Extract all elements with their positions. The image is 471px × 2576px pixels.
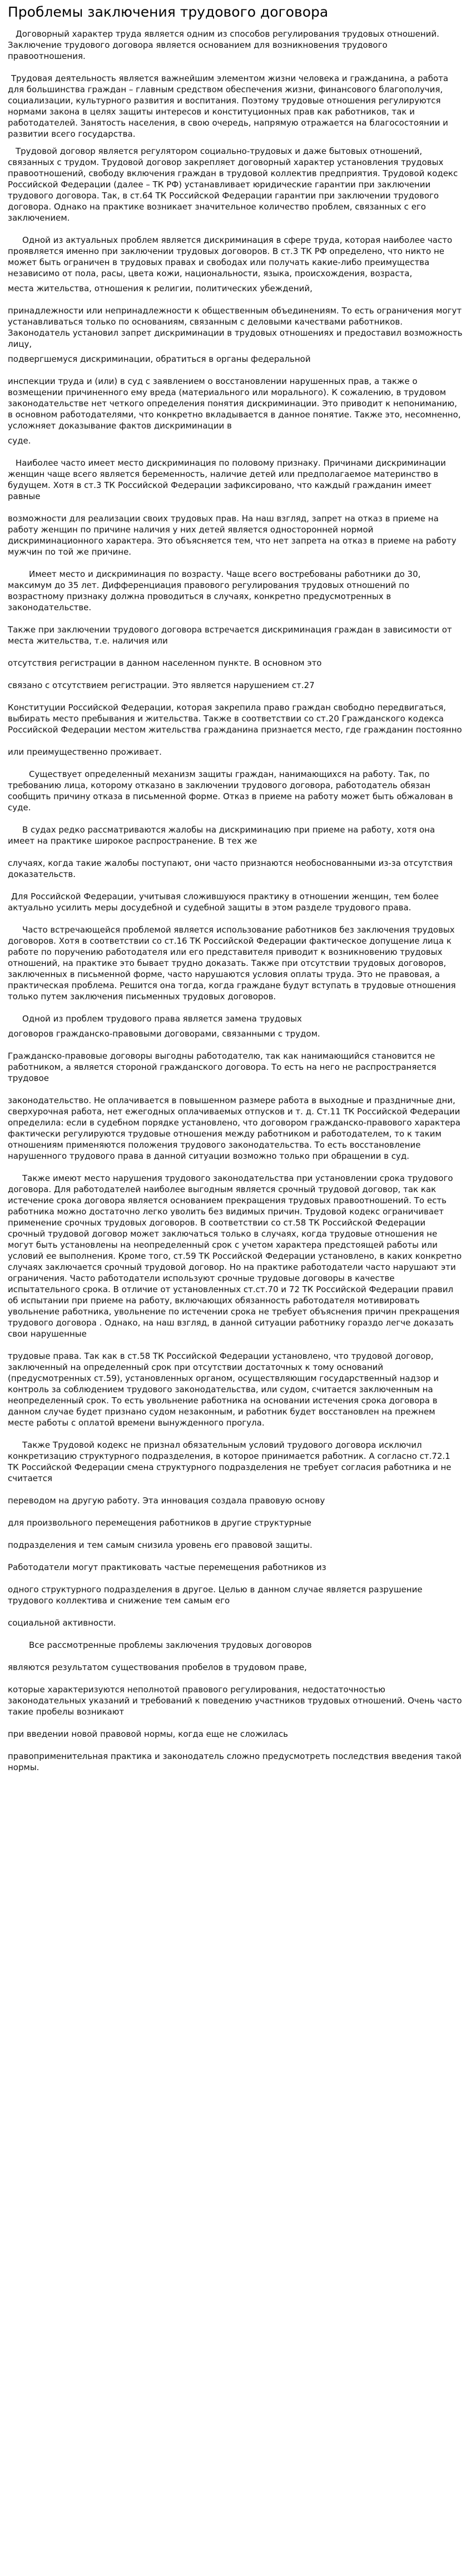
page-title: Проблемы заключения трудового договора (8, 4, 329, 20)
paragraph: Одной из актуальных проблем является дискриминация в сфере труда, которая наиболее часто проявляется именно при заключении трудовых договоров. В ст.3 ТК РФ определено, что никто не может быть ограничен в трудовых правах и свободах или получать какие-либо преимущества независимо от пола, расы, цвета кожи, национальности, языка, происхождения, возраста, (8, 235, 453, 278)
paragraph: Трудовой договор является регулятором социально-трудовых и даже бытовых отношений, связанных с трудом. Трудовой договор закрепляет договорный характер установления трудовых правоотношений, свободу включения граждан в трудовой коллектив предприятия. Трудовой кодекс Российской Федерации (далее – ТК РФ) устанавливает юридические гарантии при заключении трудового договора. Так, в ст.64 ТК Российской Федерации гарантии при заключении трудового договора. Однако на практике возникает значительное количество проблем, связанных с его заключением. (8, 146, 458, 223)
paragraph: трудовые права. Так как в ст.58 ТК Российской Федерации установлено, что трудовой договор, заключенный на определенный срок при отсутствии достаточных к тому оснований (предусмотренных ст.59), установленных органом, осуществляющим государственный надзор и контроль за соблюдением трудового законодательства, или судом, считается заключенным на неопределенный срок. То есть увольнение работника на основании истечения срока договора в данном случае будет признано судом незаконным, и работник будет восстановлен на прежнем месте работы с оплатой времени вынужденного прогула. (8, 1351, 439, 1428)
paragraph: переводом на другую работу. Эта инновация создала правовую основу (8, 1495, 325, 1506)
paragraph: принадлежности или непринадлежности к общественным объединениям. То есть ограничения могут устанавливаться только по основаниям, связанным с деловыми качествами работников. Законодатель установил запрет дискриминации в трудовых отношениях и предоставил возможность лицу, (8, 305, 463, 349)
paragraph: отсутствия регистрации в данном населенном пункте. В основном это (8, 657, 322, 668)
paragraph: Часто встречающейся проблемой является использование работников без заключения трудовых договоров. Хотя в соответствии со ст.16 ТК Российской Федерации фактическое допущение лица к работе по поручению работодателя или его представителя приводит к возникновению трудовых отношений, на практике это бывает трудно доказать. Также при отсутствии трудовых договоров, заключенных в письменной форме, часто нарушаются условия оплаты труда. Это не правовая, а практическая проблема. Решится она тогда, когда граждане будут вступать в трудовые отношения только путем заключения письменных трудовых договоров. (8, 924, 456, 1001)
paragraph: В судах редко рассматриваются жалобы на дискриминацию при приеме на работу, хотя она имеет на практике широкое распространение. В тех же (8, 824, 435, 846)
paragraph: Существует определенный механизм защиты граждан, нанимающихся на работу. Так, по требованию лица, которому отказано в заключении трудового договора, работодатель обязан сообщить причину отказа в письменной форме. Отказ в приеме на работу может быть обжалован в суде. (8, 769, 453, 813)
paragraph: связано с отсутствием регистрации. Это является нарушением ст.27 (8, 680, 315, 690)
paragraph: Для Российской Федерации, учитывая сложившуюся практику в отношении женщин, тем более актуально усилить меры досудебной и судебной защиты в этом разделе трудового права. (8, 891, 439, 913)
paragraph: или преимущественно проживает. (8, 746, 162, 757)
paragraph: места жительства, отношения к религии, политических убеждений, (8, 283, 313, 293)
paragraph: подразделения и тем самым снизила уровень его правовой защиты. (8, 1539, 313, 1550)
paragraph: Конституции Российской Федерации, которая закрепила право граждан свободно передвигаться, выбирать место пребывания и жительства. Также в соответствии со ст.20 Гражданского кодекса Российской Федерации местом жительства гражданина признается место, где гражданин постоянно (8, 702, 462, 735)
paragraph: Трудовая деятельность является важнейшим элементом жизни человека и гражданина, а работа для большинства граждан – главным средством обеспечения жизни, финансового благополучия, социализации, культурного развития и воспитания. Поэтому трудовые отношения регулируются нормами закона в целях защиты интересов и конституционных прав как работников, так и работодателей. Занятость населения, в свою очередь, напрямую отражается на благосостоянии и развитии всего государства. (8, 73, 449, 139)
paragraph: при введении новой правовой нормы, когда еще не сложилась (8, 1728, 288, 1739)
article-body (8, 28, 463, 1773)
paragraph: инспекции труда и (или) в суд с заявлением о восстановлении нарушенных прав, а также о возмещении причиненного ему вреда (материального или морального). К сожалению, в трудовом законодательстве нет четкого определения понятия дискриминации. Это приводит к непониманию, в основном работодателями, что конкретно вкладывается в данное понятие. Также это, несомненно, усложняет доказывание фактов дискриминации в (8, 376, 461, 431)
paragraph: случаях, когда такие жалобы поступают, они часто признаются необоснованными из-за отсутствия доказательств. (8, 858, 453, 879)
paragraph: Одной из проблем трудового права является замена трудовых (22, 1013, 302, 1024)
paragraph: Также имеют место нарушения трудового законодательства при установлении срока трудового договора. Для работодателей наиболее выгодным является срочный трудовой договор, так как истечение срока договора является основанием прекращения трудовых правоотношений. То есть работника можно достаточно легко уволить без видимых причин. Трудовой кодекс ограничивает применение срочных трудовых договоров. В соответствии со ст.58 ТК Российской Федерации срочный трудовой договор может заключаться только в случаях, когда трудовые отношения не могут быть установлены на неопределенный срок с учетом характера предстоящей работы или условий ее выполнения. Кроме того, ст.59 ТК Российской Федерации установлено, в каких конкретно случаях заключается срочный трудовой договор. Но на практике работодатели часто нарушают эти ограничения. Часто работодатели используют срочные трудовые договоры в качестве испытательного срока. В отличие от установленных ст.ст.70 и 72 ТК Российской Федерации правил об испытании при приеме на работу, включающих обязанность работодателя мотивировать увольнение работника, увольнение по истечении срока не требует объяснения причин прекращения трудового договора . Однако, на наш взгляд, в данной ситуации работнику гораздо легче доказать свои нарушенные (8, 1173, 462, 1339)
paragraph: Также Трудовой кодекс не признал обязательным условий трудового договора исключил конкретизацию структурного подразделения, в которое принимается работник. А согласно ст.72.1 ТК Российской Федерации смена структурного подразделения не требует согласия работника и не считается (8, 1439, 452, 1483)
paragraph: Работодатели могут практиковать частые перемещения работников из (8, 1562, 326, 1572)
paragraph: договоров гражданско-правовыми договорами, связанными с трудом. (8, 1028, 320, 1039)
paragraph: правоприменительная практика и законодатель сложно предусмотреть последствия введения такой нормы. (8, 1751, 462, 1772)
paragraph: суде. (8, 435, 31, 446)
paragraph: социальной активности. (8, 1617, 116, 1628)
paragraph: Все рассмотренные проблемы заключения трудовых договоров (29, 1640, 312, 1650)
paragraph: возможности для реализации своих трудовых прав. На наш взгляд, запрет на отказ в приеме на работу женщин по причине наличия у них детей является односторонней нормой дискриминационного характера. Это объясняется тем, что нет запрета на отказ в приеме на работу мужчин по той же причине. (8, 513, 457, 557)
paragraph: Гражданско-правовые договоры выгодны работодателю, так как нанимающийся становится не работником, а является стороной гражданского договора. То есть на него не распространяется трудовое (8, 1050, 437, 1083)
paragraph: Наиболее часто имеет место дискриминация по половому признаку. Причинами дискриминации женщин чаще всего является беременность, наличие детей или предполагаемое материнство в будущем. Хотя в ст.3 ТК Российской Федерации зафиксировано, что каждый гражданин имеет равные (8, 457, 446, 501)
paragraph: Также при заключении трудового договора встречается дискриминация граждан в зависимости от места жительства, т.е. наличия или (8, 624, 452, 646)
paragraph: одного структурного подразделения в другое. Целью в данном случае является разрушение трудового коллектива и снижение тем самым его (8, 1584, 423, 1606)
paragraph: являются результатом существования пробелов в трудовом праве, (8, 1662, 307, 1672)
paragraph: для произвольного перемещения работников в другие структурные (8, 1517, 312, 1528)
paragraph: Договорный характер труда является одним из способов регулирования трудовых отношений. Заключение трудового договора является основанием для возникновения трудового правоотношения. (8, 28, 439, 61)
paragraph: которые характеризуются неполнотой правового регулирования, недостаточностью законодательных указаний и требований к поведению участников трудовых отношений. Очень часто такие пробелы возникают (8, 1684, 462, 1717)
paragraph: законодательство. Не оплачивается в повышенном размере работа в выходные и праздничные дни, сверхурочная работа, нет ежегодных оплачиваемых отпусков и т. д. Ст.11 ТК Российской Федерации определила: если в судебном порядке установлено, что договором гражданско-правового характера фактически регулируются трудовые отношения между работником и работодателем, то к таким отношениям применяются положения трудового законодательства. То есть восстановление нарушенного трудового права в данной ситуации возможно только при обращении в суд. (8, 1095, 460, 1161)
paragraph: подвергшемуся дискриминации, обратиться в органы федеральной (8, 353, 311, 364)
paragraph: Имеет место и дискриминация по возрасту. Чаще всего востребованы работники до 30, максимум до 35 лет. Дифференциация правового регулирования трудовых отношений по возрастному признаку должна проводиться в случаях, конкретно предусмотренных в законодательстве. (8, 569, 421, 612)
